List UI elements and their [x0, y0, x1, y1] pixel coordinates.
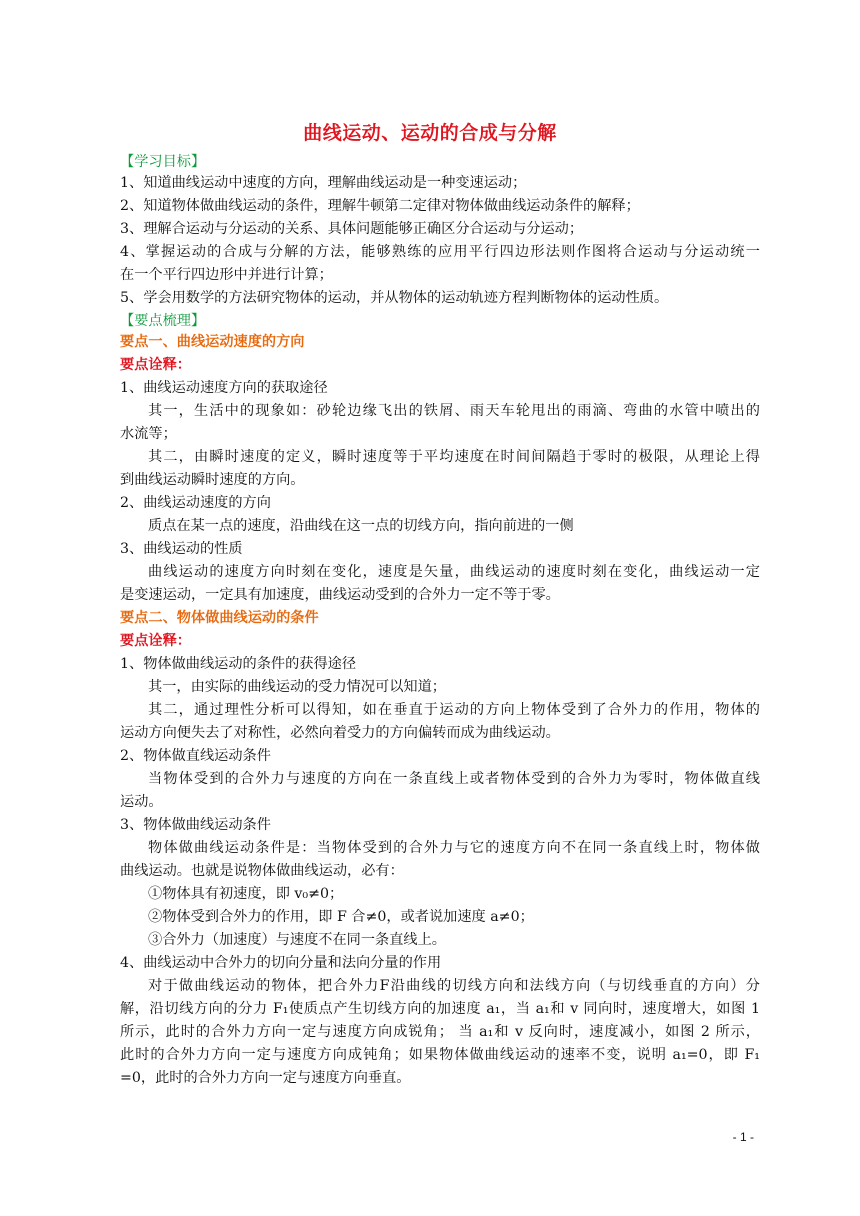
paragraph-line: 当物体受到的合外力与速度的方向在一条直线上或者物体受到的合外力为零时，物体做直线 — [148, 771, 760, 787]
paragraph-line: 运动方向便失去了对称性，必然向着受力的方向偏转而成为曲线运动。 — [120, 725, 560, 741]
paragraph-line: 其一，生活中的现象如：砂轮边缘飞出的铁屑、雨天车轮甩出的雨滴、弯曲的水管中喷出的 — [148, 403, 760, 419]
paragraph-line: 曲线运动。也就是说物体做曲线运动，必有： — [120, 863, 404, 879]
paragraph-line: 是变速运动，一定具有加速度，曲线运动受到的合外力一定不等于零。 — [120, 587, 560, 603]
point-heading: 要点一、曲线运动速度的方向 — [120, 334, 305, 350]
paragraph-line: 水流等； — [120, 426, 177, 442]
condition-item: ③合外力（加速度）与速度不在同一条直线上。 — [148, 932, 446, 948]
paragraph-line: 运动。 — [120, 794, 163, 810]
section-heading-points: 【要点梳理】 — [120, 313, 206, 329]
paragraph-line: 所示，此时的合外力方向一定与速度方向成锐角； 当 a₁和 v 反向时，速度减小，如图 2 所示， — [120, 1024, 760, 1040]
paragraph-line: 质点在某一点的速度，沿曲线在这一点的切线方向，指向前进的一侧 — [148, 518, 574, 534]
paragraph-line: 曲线运动的速度方向时刻在变化，速度是矢量，曲线运动的速度时刻在变化，曲线运动一定 — [148, 564, 760, 580]
goal-item: 4、掌握运动的合成与分解的方法，能够熟练的应用平行四边形法则作图将合运动与分运动统一 — [120, 244, 760, 260]
subsection-heading: 2、物体做直线运动条件 — [120, 748, 271, 764]
goal-item: 1、知道曲线运动中速度的方向，理解曲线运动是一种变速运动； — [120, 175, 527, 191]
subsection-heading: 3、物体做曲线运动条件 — [120, 817, 271, 833]
subsection-heading: 2、曲线运动速度的方向 — [120, 495, 271, 511]
subsection-heading: 1、物体做曲线运动的条件的获得途径 — [120, 656, 357, 672]
paragraph-line: 到曲线运动瞬时速度的方向。 — [120, 472, 305, 488]
paragraph-line: 物体做曲线运动条件是：当物体受到的合外力与它的速度方向不在同一条直线上时，物体做 — [148, 840, 760, 856]
subsection-heading: 4、曲线运动中合外力的切向分量和法向分量的作用 — [120, 955, 442, 971]
section-heading-goals: 【学习目标】 — [120, 154, 206, 170]
subsection-heading: 1、曲线运动速度方向的获取途径 — [120, 380, 328, 396]
goal-item-cont: 在一个平行四边形中并进行计算； — [120, 267, 333, 283]
document-title: 曲线运动、运动的合成与分解 — [303, 122, 557, 144]
paragraph-line: 解，沿切线方向的分力 F₁使质点产生切线方向的加速度 a₁，当 a₁和 v 同向时，速度增大，如图 1 — [120, 1001, 760, 1017]
point-note-label: 要点诠释： — [120, 357, 191, 373]
condition-item: ②物体受到合外力的作用，即 F 合≠0，或者说加速度 a≠0； — [148, 909, 534, 925]
paragraph-line: =0，此时的合外力方向一定与速度方向垂直。 — [120, 1070, 411, 1086]
condition-item: ①物体具有初速度，即 v₀≠0； — [148, 886, 344, 902]
paragraph-line: 其二，由瞬时速度的定义，瞬时速度等于平均速度在时间间隔趋于零时的极限，从理论上得 — [148, 449, 760, 465]
goal-item: 5、学会用数学的方法研究物体的运动，并从物体的运动轨迹方程判断物体的运动性质。 — [120, 290, 669, 306]
paragraph-line: 其一，由实际的曲线运动的受力情况可以知道； — [148, 679, 446, 695]
goal-item: 3、理解合运动与分运动的关系、具体问题能够正确区分合运动与分运动； — [120, 221, 584, 237]
page-number: - 1 - — [732, 1130, 754, 1144]
point-heading: 要点二、物体做曲线运动的条件 — [120, 610, 319, 626]
point-note-label: 要点诠释： — [120, 633, 191, 649]
goal-item: 2、知道物体做曲线运动的条件，理解牛顿第二定律对物体做曲线运动条件的解释； — [120, 198, 640, 214]
paragraph-line: 其二，通过理性分析可以得知，如在垂直于运动的方向上物体受到了合外力的作用，物体的 — [148, 702, 760, 718]
subsection-heading: 3、曲线运动的性质 — [120, 541, 243, 557]
paragraph-line: 此时的合外力方向一定与速度方向成钝角；如果物体做曲线运动的速率不变，说明 a₁=0，即 F₁ — [120, 1047, 760, 1063]
paragraph-line: 对于做曲线运动的物体，把合外力F沿曲线的切线方向和法线方向（与切线垂直的方向）分 — [148, 978, 760, 994]
